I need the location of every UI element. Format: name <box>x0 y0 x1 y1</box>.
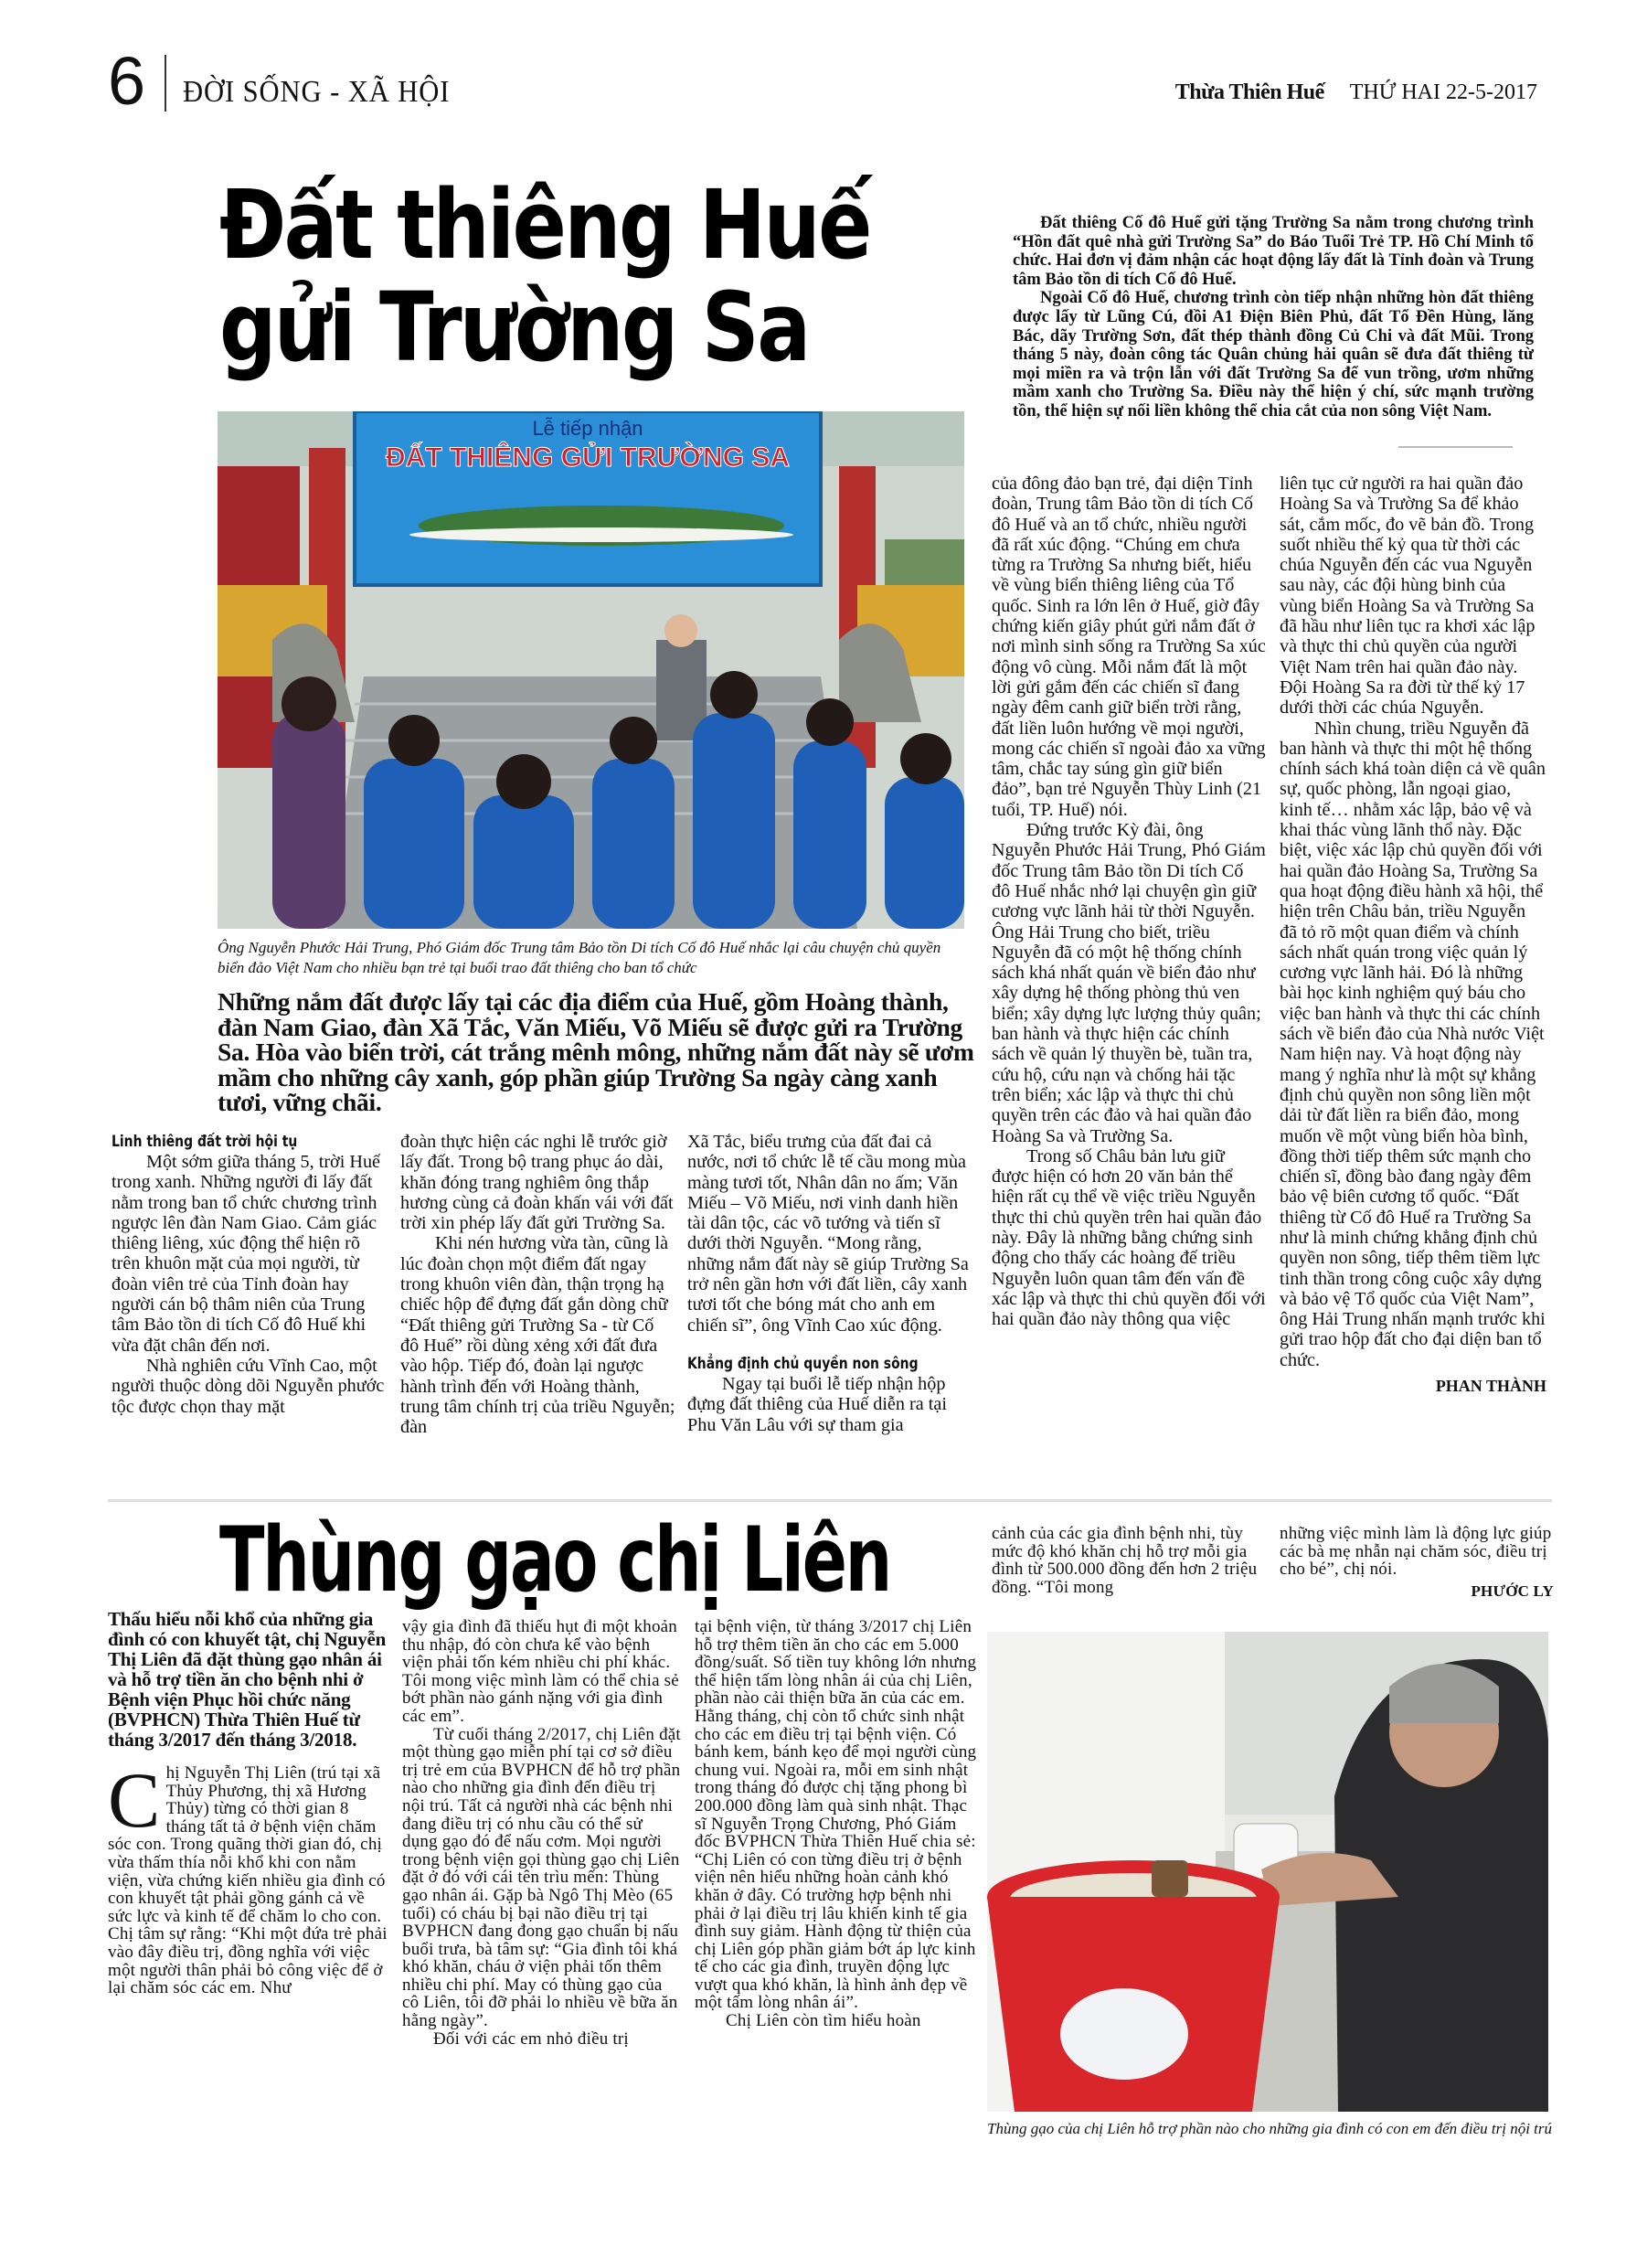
divider <box>1398 446 1513 448</box>
article1-column-1 <box>112 1132 386 1417</box>
article2-column-1 <box>108 1756 391 1998</box>
article1-intro-box <box>1013 214 1534 421</box>
paragraph: Nhìn chung, triều Nguyễn đã ban hành và thực thi một hệ thống chính sách khá toàn diện cả về quân sự, quốc phòng, lẫn ngoại giao, kinh tế… nhằm xác lập, bảo vệ và khai thác vùng lãnh thổ này. Đặc biệt, việc xác lập chủ quyền đối với hai quần đảo Hoàng Sa, Trường Sa qua hoạt động điều hành xã hội, thể hiện trên Châu bản, triều Nguyễn đã tỏ rõ một quan điểm và chính sách nhất quán trong việc quản lý cương vực lãnh hải. Đó là những bài học kinh nghiệm quý báu cho việc ban hành và thực thi các chính sách về biển đảo của Nhà nước Việt Nam hiện nay. Và hoạt động này mang ý nghĩa như là một sự khẳng định chủ quyền non sông liền một dải từ đất liền ra biển đảo, mong muốn về một vùng biển hòa bình, đồng thời tiếp thêm sức mạnh cho chiến sĩ, đồng bào đang ngày đêm bảo vệ biên cương tổ quốc. “Đất thiêng từ Cố đô Huế ra Trường Sa như là minh chứng khẳng định chủ quyền non sông, tiếp thêm tiềm lực tinh thần trong công cuộc xây dựng và bảo vệ Tổ quốc của Việt Nam”, ông Hải Trung nhấn mạnh trước khi gửi trao hộp đất cho đại diện ban tổ chức. <box>1280 718 1546 1370</box>
paragraph: vậy gia đình đã thiếu hụt đi một khoản thu nhập, đó còn chưa kể vào bệnh viện phải tốn kém nhiều chi phí khác. Tôi mong việc mình làm có thể chia sẻ bớt phần nào gánh nặng với gia đình các em”. <box>402 1617 679 1726</box>
article2-column-3 <box>695 1618 980 2030</box>
paragraph: đoàn thực hiện các nghi lễ trước giờ lấy đất. Trong bộ trang phục áo dài, khăn đóng trang nghiêm ông thắp hương cùng cả đoàn khấn vái với đất trời xin phép lấy đất gửi Trường Sa. <box>400 1132 674 1234</box>
drop-cap: C <box>108 1756 161 1844</box>
section-title: ĐỜI SỐNG - XÃ HỘI <box>183 75 451 109</box>
intro-paragraph: Đất thiêng Cố đô Huế gửi tặng Trường Sa nằm trong chương trình “Hồn đất quê nhà gửi Trường Sa” do Báo Tuổi Trẻ TP. Hồ Chí Minh tổ chức. Hai đơn vị đảm nhận các hoạt động lấy đất là Tỉnh đoàn và Trung tâm Bảo tồn di tích Cố đô Huế. <box>1013 214 1534 289</box>
intro-paragraph: Ngoài Cố đô Huế, chương trình còn tiếp nhận những hòn đất thiêng được lấy từ Lũng Cú, đồi A1 Điện Biên Phủ, đất Tổ Đền Hùng, lăng Bác, dãy Trường Sơn, đất thép thành đồng Củ Chi và đất Mũi. Trong tháng 5 này, đoàn công tác Quân chủng hải quân sẽ đưa đất thiêng từ mọi miền ra và trộn lẫn với đất Trường Sa để vun trồng, ươm những mầm xanh cho Trường Sa. Điều này thể hiện ý chí, sức mạnh trường tồn, thể hiện sự nối liền không thể chia cắt của non sông Việt Nam. <box>1013 289 1534 421</box>
subheading: Khẳng định chủ quyền non sông <box>687 1354 919 1373</box>
paragraph: Xã Tắc, biểu trưng của đất đai cả nước, nơi tổ chức lễ tế cầu mong mùa màng tươi tốt, Nhân dân no ấm; Văn Miếu – Võ Miếu, nơi vinh danh hiền tài dân tộc, các võ tướng và tiến sĩ dưới thời Nguyễn. “Mong rằng, những nắm đất này sẽ giúp Trường Sa trở nên gần hơn với đất liền, cây xanh tươi tốt che bóng mát cho anh em chiến sĩ”, ông Vĩnh Cao xúc động. <box>687 1132 969 1336</box>
article1-column-2 <box>400 1132 676 1437</box>
article2-column-4 <box>992 1525 1266 1596</box>
page-number: 6 <box>108 43 146 119</box>
article-separator <box>108 1499 1552 1502</box>
headline-line-2: gửi Trường Sa <box>219 272 809 383</box>
article1-photo-caption: Ông Nguyễn Phước Hải Trung, Phó Giám đốc Trung tâm Bảo tồn Di tích Cố đô Huế nhắc lại câu chuyện chủ quyền biển đảo Việt Nam cho nhiều bạn trẻ tại buổi trao đất thiêng cho ban tổ chức <box>218 939 941 976</box>
article1-column-5 <box>1280 474 1546 1396</box>
masthead <box>1175 80 1537 105</box>
rice-bucket-photo-illustration <box>987 1632 1548 2112</box>
article2-photo-caption: Thùng gạo của chị Liên hỗ trợ phần nào cho những gia đình có con em đến điều trị nội trú <box>987 2120 1553 2137</box>
subheading: Linh thiêng đất trời hội tụ <box>112 1133 298 1151</box>
article2-lead: Thấu hiểu nỗi khổ của những gia đình có con khuyết tật, chị Nguyễn Thị Liên đã đặt thùng gạo nhân ái và hỗ trợ tiền ăn cho bệnh nhi ở Bệnh viện Phục hồi chức năng (BVPHCN) Thừa Thiên Huế từ tháng 3/2017 đến tháng 3/2018. <box>108 1608 387 1751</box>
paragraph: Trong số Châu bản lưu giữ được hiện có hơn 20 văn bản thể hiện rất cụ thể về việc triều Nguyễn thực thi chủ quyền trên hai quần đảo này. Đây là những bằng chứng sinh động cho thấy các hoàng đế triều Nguyễn luôn quan tâm đến vấn đề xác lập và thực thi chủ quyền đối với hai quần đảo này thông qua việc <box>992 1145 1266 1330</box>
header-divider <box>165 55 166 112</box>
issue-date: THỨ HAI 22-5-2017 <box>1349 80 1537 104</box>
paragraph: Chị Liên còn tìm hiểu hoàn <box>726 2011 921 2031</box>
banner-small-text: Lễ tiếp nhận <box>532 417 643 440</box>
paragraph: cảnh của các gia đình bệnh nhi, tùy mức độ khó khăn chị hỗ trợ mỗi gia đình từ 500.000 đồng đến hơn 2 triệu đồng. “Tôi mong <box>992 1524 1258 1597</box>
paragraph: hị Nguyễn Thị Liên (trú tại xã Thủy Phương, thị xã Hương Thủy) từng có thời gian 8 tháng tất tả ở bệnh viện chăm sóc con. Trong quãng thời gian đó, chị vừa thấm thía nỗi khổ khi con nằm viện, vừa chứng kiến nhiều gia đình có con khuyết tật phải gồng gánh cả về sức lực và kinh tế để chăm lo cho con. Chị tâm sự rằng: “Khi một đứa trẻ phải vào đây điều trị, đồng nghĩa với việc một người thân phải bỏ công việc để ở lại chăm sóc các em. Như <box>108 1763 388 1998</box>
paragraph: liên tục cử người ra hai quần đảo Hoàng Sa và Trường Sa để khảo sát, cắm mốc, đo vẽ bản đồ. Trong suốt nhiều thế kỷ qua từ thời các chúa Nguyễn đến các vua Nguyễn sau này, các đội hùng binh của vùng biển Hoàng Sa và Trường Sa đã hầu như liên tục ra khơi xác lập và thực thi chủ quyền của người Việt Nam trên hai quần đảo này. Đội Hoàng Sa ra đời từ thế kỷ 17 dưới thời các chúa Nguyễn. <box>1280 474 1535 719</box>
article1-photo <box>218 411 964 929</box>
newspaper-name: Thừa Thiên Huế <box>1174 80 1324 104</box>
paragraph: của đông đảo bạn trẻ, đại diện Tỉnh đoàn, Trung tâm Bảo tồn di tích Cố đô Huế và an tổ chức, nhiều người đã rất xúc động. “Chúng em chưa từng ra Trường Sa nhưng biết, hiểu về vùng biển thiêng liêng của Tổ quốc. Sinh ra lớn lên ở Huế, giờ đây chứng kiến giây phút gửi nắm đất ở nơi mình sinh sống ra Trường Sa xúc động vô cùng. Mỗi nắm đất là một lời gửi gắm đến các chiến sĩ đang ngày đêm canh giữ biển trời rằng, đất liền luôn hướng về mọi người, mong các chiến sĩ ngoài đảo xa vững tâm, chắc tay súng gìn giữ biển đảo”, bạn trẻ Nguyễn Thùy Linh (21 tuổi, TP. Huế) nói. <box>992 474 1266 820</box>
article2-photo <box>987 1632 1548 2112</box>
article2-left-flow <box>108 1609 391 1997</box>
article1-byline: PHAN THÀNH <box>1435 1377 1546 1396</box>
paragraph: Đứng trước Kỳ đài, ông Nguyễn Phước Hải Trung, Phó Giám đốc Trung tâm Bảo tồn Di tích Cố đô Huế nhắc nhớ lại chuyện gìn giữ cương vực lãnh hải từ thời Nguyễn. Ông Hải Trung cho biết, triều Nguyễn đã có một hệ thống chính sách khá nhất quán về biển đảo như xây dựng hệ thống phòng thủ ven biển; xây dựng lực lượng thủy quân; ban hành và thực hiện các chính sách về quản lý thuyền bè, tuần tra, cứu hộ, cứu nạn và chống hải tặc trên biển; xác lập và thực thi chủ quyền trên các đảo và hai quần đảo Hoàng Sa và Trường Sa. <box>992 820 1266 1146</box>
paragraph: Ngay tại buổi lễ tiếp nhận hộp đựng đất thiêng của Huế diễn ra tại Phu Văn Lâu với sự tham gia <box>687 1373 947 1435</box>
article2-byline: PHƯỚC LY <box>1471 1581 1554 1600</box>
paragraph: Một sớm giữa tháng 5, trời Huế trong xanh. Những người đi lấy đất nằm trong ban tổ chức chương trình ngược lên đàn Nam Giao. Cảm giác thiêng liêng, xúc động thể hiện rõ trên khuôn mặt của mọi người, từ đoàn viên trẻ của Tỉnh đoàn hay người cán bộ thâm niên của Trung tâm Bảo tồn di tích Cố đô Huế khi vừa đặt chân đến nơi. <box>112 1152 381 1356</box>
ceremony-photo-illustration <box>218 411 964 929</box>
article1-column-4 <box>992 474 1266 1329</box>
paragraph: tại bệnh viện, từ tháng 3/2017 chị Liên hỗ trợ thêm tiền ăn cho các em 5.000 đồng/suất. Số tiền tuy không lớn nhưng thể hiện tấm lòng nhân ái của chị Liên, phần nào cải thiện bữa ăn của các em. Hằng tháng, chị còn tổ chức sinh nhật cho các em điều trị tại bệnh viện. Có bánh kem, bánh kẹo để mọi người cùng chung vui. Ngoài ra, mỗi em sinh nhật trong tháng đó được chị tặng phong bì 200.000 đồng làm quà sinh nhật. Thạc sĩ Nguyễn Trọng Chương, Phó Giám đốc BVPHCN Thừa Thiên Huế chia sẻ: “Chị Liên có con từng điều trị ở bệnh viện nên hiểu những hoàn cảnh khó khăn ở đây. Có trường hợp bệnh nhi phải ở lại điều trị lâu khiến kinh tế gia đình suy giảm. Hành động từ thiện của chị Liên góp phần giảm bớt áp lực kinh tế cho các gia đình, truyền động lực vượt qua khó khăn, là hình ảnh đẹp về một tấm lòng nhân ái”. <box>695 1617 977 2013</box>
banner-title-text: ĐẤT THIÊNG GỬI TRƯỜNG SA <box>385 442 791 473</box>
article2-column-5 <box>1280 1525 1554 1600</box>
paragraph: những việc mình làm là động lực giúp các bà mẹ nhẫn nại chăm sóc, điều trị cho bé”, chị nói. <box>1280 1524 1552 1580</box>
article1-headline <box>219 169 870 383</box>
paragraph: Khi nén hương vừa tàn, cũng là lúc đoàn chọn một điểm đất ngay trong khuôn viên đàn, thận trọng hạ chiếc hộp để đựng đất gắn dòng chữ “Đất thiêng gửi Trường Sa - từ Cố đô Huế” rồi dùng xẻng xới đất đưa vào hộp. Tiếp đó, đoàn lại ngược hành trình đến với Hoàng thành, trung tâm chính trị của triều Nguyễn; đàn <box>400 1233 675 1438</box>
article2-column-2 <box>402 1618 681 2048</box>
headline-line-1: Đất thiêng Huế <box>219 169 870 281</box>
paragraph: Nhà nghiên cứu Vĩnh Cao, một người thuộc dòng dõi Nguyễn phước tộc được chọn thay mặt <box>112 1355 385 1417</box>
article1-lead: Những nắm đất được lấy tại các địa điểm của Huế, gồm Hoàng thành, đàn Nam Giao, đàn Xã Tắc, Văn Miếu, Võ Miếu sẽ được gửi ra Trường Sa. Hòa vào biển trời, cát trắng mênh mông, những nắm đất này sẽ ươm mầm cho những cây xanh, góp phần giúp Trường Sa ngày càng xanh tươi, vững chãi. <box>218 987 974 1116</box>
article1-column-3 <box>687 1132 971 1435</box>
article2-headline: Thùng gạo chị Liên <box>219 1508 891 1613</box>
paragraph: Từ cuối tháng 2/2017, chị Liên đặt một thùng gạo miễn phí tại cơ sở điều trị trẻ em của BVPHCN để hỗ trợ phần nào cho những gia đình đến điều trị nội trú. Tất cả người nhà các bệnh nhi đang điều trị có nhu cầu có thể sử dụng gạo đó để nấu cơm. Mọi người trong bệnh viện gọi thùng gạo chị Liên đặt ở đó với cái tên trìu mến: Thùng gạo nhân ái. Gặp bà Ngô Thị Mèo (65 tuổi) có cháu bị bại não điều trị tại BVPHCN đang đong gạo chuẩn bị nấu buổi trưa, bà tâm sự: “Gia đình tôi khá khó khăn, cháu ở viện phải tốn thêm nhiều chi phí. May có thùng gạo của cô Liên, tôi đỡ phải lo nhiều về bữa ăn hằng ngày”. <box>402 1724 681 2031</box>
paragraph: Đối với các em nhỏ điều trị <box>433 2028 629 2049</box>
